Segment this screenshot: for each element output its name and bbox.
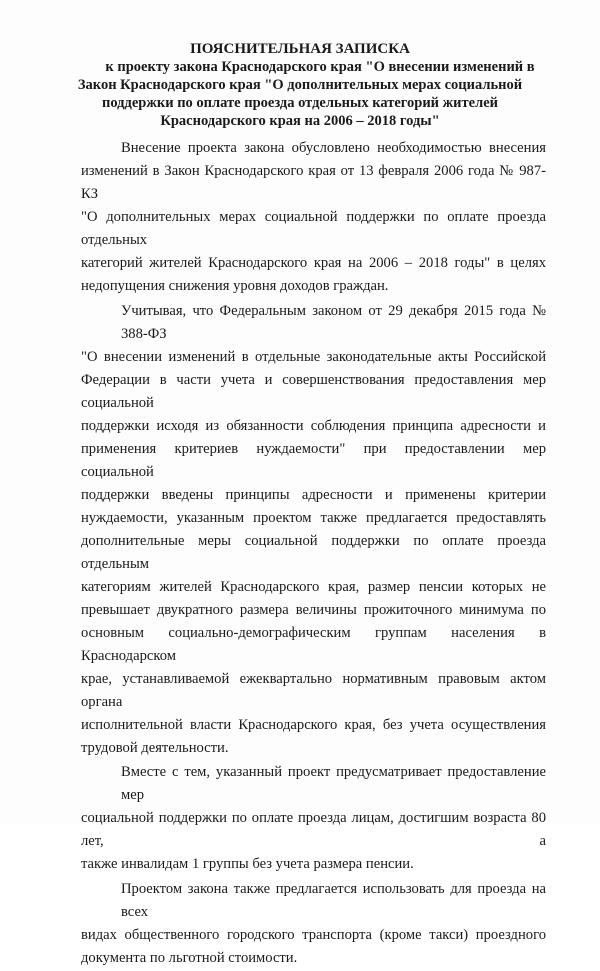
paragraph xyxy=(81,761,546,876)
text-line: поддержки исходя из обязанности соблюдения принципа адресности и xyxy=(81,417,546,434)
text-line: "О внесении изменений в отдельные законодательные акты Российской xyxy=(81,348,546,365)
text-line: социальной поддержки по оплате проезда лицам, достигшим возраста 80 лет, а xyxy=(81,810,546,849)
text-line: дополнительные меры социальной поддержки по оплате проезда отдельным xyxy=(81,532,546,572)
text-line: превышает двукратного размера величины прожиточного минимума по xyxy=(81,601,546,618)
title-line: Закон Краснодарского края "О дополнительных мерах социальной xyxy=(77,77,523,93)
text-line: поддержки введены принципы адресности и применены критерии xyxy=(81,486,546,503)
text-line: Внесение проекта закона обусловлено необходимостью внесения xyxy=(121,140,546,156)
title-line: поддержки по оплате проезда отдельных категорий жителей xyxy=(101,95,499,111)
document-body xyxy=(81,137,546,971)
text-line: категориям жителей Краснодарского края, размер пенсии которых не xyxy=(81,578,546,595)
text-line: трудовой деятельности. xyxy=(81,739,229,756)
text-line: основным социально-демографическим группам населения в Краснодарском xyxy=(81,624,546,664)
text-line: также инвалидам 1 группы без учета размера пенсии. xyxy=(81,856,414,872)
text-line: применения критериев нуждаемости" при предоставлении мер социальной xyxy=(81,440,546,480)
text-line: документа по льготной стоимости. xyxy=(81,949,298,966)
paragraph xyxy=(81,137,546,298)
title-line: Краснодарского края на 2006 – 2018 годы" xyxy=(160,113,440,129)
text-line: Федерации в части учета и совершенствования предоставления мер социальной xyxy=(81,371,546,411)
text-line: "О дополнительных мерах социальной поддержки по оплате проезда отдельных xyxy=(81,209,546,248)
text-line: Вместе с тем, указанный проект предусматривает предоставление мер xyxy=(121,764,546,803)
text-line: изменений в Закон Краснодарского края от 13 февраля 2006 года № 987-КЗ xyxy=(81,163,546,202)
document-title xyxy=(0,40,600,130)
text-line: нуждаемости, указанным проектом также предлагается предоставлять xyxy=(81,509,546,526)
title-line: к проекту закона Краснодарского края "О внесении изменений в xyxy=(105,59,535,75)
text-line: недопущения снижения уровня доходов граждан. xyxy=(81,278,389,294)
text-line: видах общественного городского транспорта (кроме такси) проездного xyxy=(81,926,546,943)
text-line: Учитывая, что Федеральным законом от 29 декабря 2015 года № 388-ФЗ xyxy=(121,302,546,342)
text-line: Проектом закона также предлагается использовать для проезда на всех xyxy=(121,880,546,920)
text-line: исполнительной власти Краснодарского края, без учета осуществления xyxy=(81,716,546,733)
paragraph xyxy=(81,878,546,970)
text-line: категорий жителей Краснодарского края на 2006 – 2018 годы" в целях xyxy=(81,255,546,271)
paragraph xyxy=(81,300,546,760)
title-heading: ПОЯСНИТЕЛЬНАЯ ЗАПИСКА xyxy=(190,41,410,57)
text-line: крае, устанавливаемой ежеквартально нормативным правовым актом органа xyxy=(81,670,546,710)
